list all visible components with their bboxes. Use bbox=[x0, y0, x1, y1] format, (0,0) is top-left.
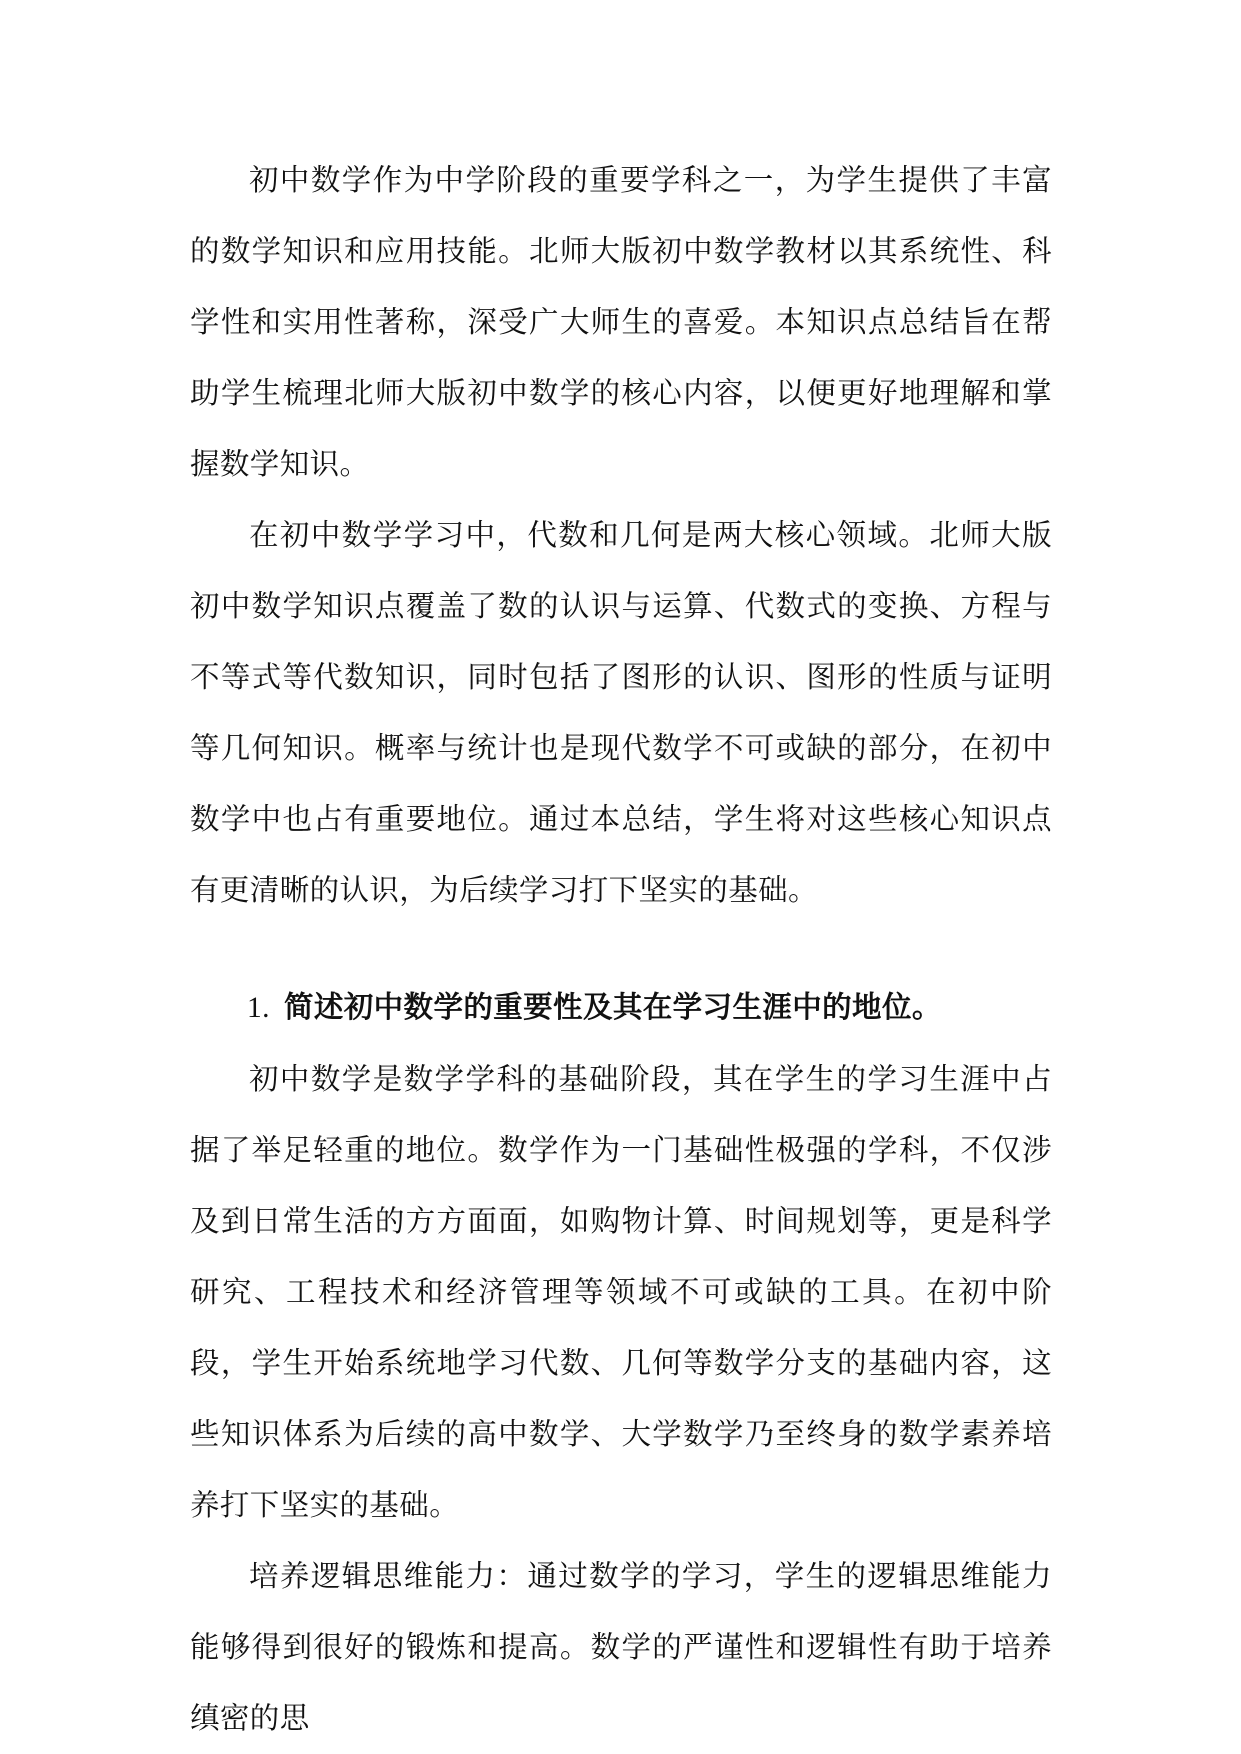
section-paragraph-1: 初中数学是数学学科的基础阶段，其在学生的学习生涯中占据了举足轻重的地位。数学作为一门基础性极强的学科，不仅涉及到日常生活的方方面面，如购物计算、时间规划等，更是科学研究、工程技术和经济管理等领域不可或缺的工具。在初中阶段，学生开始系统地学习代数、几何等数学分支的基础内容，这些知识体系为后续的高中数学、大学数学乃至终身的数学素养培养打下坚实的基础。 bbox=[190, 1062, 1052, 1522]
document-body bbox=[190, 145, 1052, 1754]
section-paragraph-2: 培养逻辑思维能力：通过数学的学习，学生的逻辑思维能力能够得到很好的锻炼和提高。数学的严谨性和逻辑性有助于培养缜密的思 bbox=[190, 1559, 1052, 1735]
section-title: 简述初中数学的重要性及其在学习生涯中的地位。 bbox=[283, 990, 942, 1024]
section-heading bbox=[190, 972, 1052, 1044]
intro-paragraph-2: 在初中数学学习中，代数和几何是两大核心领域。北师大版初中数学知识点覆盖了数的认识与运算、代数式的变换、方程与不等式等代数知识，同时包括了图形的认识、图形的性质与证明等几何知识。概率与统计也是现代数学不可或缺的部分，在初中数学中也占有重要地位。通过本总结，学生将对这些核心知识点有更清晰的认识，为后续学习打下坚实的基础。 bbox=[190, 518, 1052, 907]
section-number: 1. bbox=[247, 992, 270, 1024]
section-spacer bbox=[190, 926, 1052, 972]
intro-paragraph-1: 初中数学作为中学阶段的重要学科之一，为学生提供了丰富的数学知识和应用技能。北师大版初中数学教材以其系统性、科学性和实用性著称，深受广大师生的喜爱。本知识点总结旨在帮助学生梳理北师大版初中数学的核心内容，以便更好地理解和掌握数学知识。 bbox=[190, 163, 1052, 481]
